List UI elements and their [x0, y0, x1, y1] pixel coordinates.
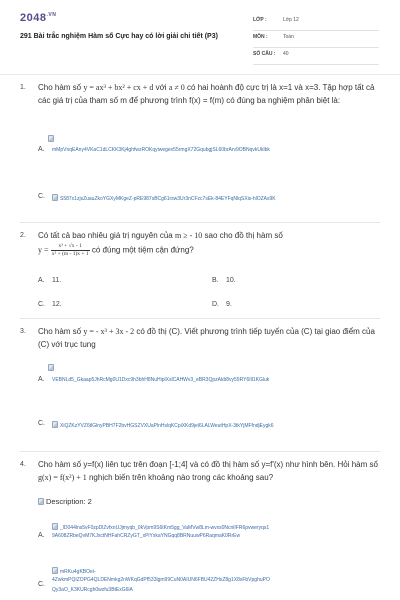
- option-letter: C.: [38, 581, 45, 588]
- meta-row-class: [253, 14, 379, 31]
- answer-option-d[interactable]: [212, 301, 232, 308]
- question-text-part: Có tất cả bao nhiêu giá trị nguyên của: [38, 231, 173, 240]
- broken-image-icon: [52, 567, 58, 574]
- question-number: 1.: [20, 84, 26, 91]
- broken-image-icon: [48, 364, 54, 371]
- question-math: g(x) = f(x²) + 1: [38, 472, 87, 482]
- question-math: y =: [38, 245, 49, 255]
- option-letter: A.: [38, 532, 45, 539]
- answer-option-a[interactable]: [38, 532, 52, 539]
- option-image-text: S587x1zjsZuauZkoYGXyMKgeZ-pRE987sBCg61rsw3Ur3nCFzc7sEk-84EYFqNlqSXis-hlOZAs9K: [60, 196, 276, 202]
- question-text-part: có đồ thị (C). Viết phương trình tiếp tuyến của (C) tại giao điểm của (C) với trục tung: [38, 327, 375, 349]
- option-image-text: _lD044lns5vF0zpDlZvfxnUJjmyqb_0kVpm9S6tKm5gg_VaMVw8Lm-wvxs0NcnlIFR6pvweryqs1: [60, 525, 270, 531]
- question-text: [38, 326, 383, 351]
- option-text: 11.: [52, 277, 62, 284]
- option-image-text: mRKu4gKBOei-: [60, 569, 96, 575]
- option-image-alt: 4ZwkmPQIZOPG4QLDENmkg2nWKqGdPf533lgm99CuN0AIUN6FBU42ZHxZ8g1X8xFbVpghuPO: [52, 577, 270, 583]
- question-text: [38, 230, 383, 258]
- question-text-part: sao cho đồ thị hàm số: [204, 231, 283, 240]
- question-text-part: Cho hàm số: [38, 327, 82, 336]
- question-math: y = - x³ + 3x - 2: [83, 327, 135, 336]
- broken-image-placeholder: [48, 135, 400, 143]
- option-letter: B.: [212, 277, 219, 284]
- answer-option-a[interactable]: [38, 376, 52, 383]
- question-separator: [20, 222, 380, 223]
- option-image-alt: mMpVnqEAny4VKaC1dLCKK3Kj4ghfwzROKqyiwegex55rmgX72GqubgjSL60brArv9OBNqvkUklbk: [52, 147, 270, 153]
- meta-table: [253, 14, 379, 65]
- question-text-part: có hai hoành độ cực trị là x=1 và x=3. Tập hợp tất cả các giá trị của tham số m để phương trình f(x) = f(m) có đúng ba nghiệm phân biệt là:: [38, 83, 375, 105]
- question-text-part: có đúng một tiệm cận đứng?: [91, 245, 194, 255]
- logo-main: 2048: [20, 12, 47, 24]
- broken-image-icon: [48, 135, 54, 142]
- meta-row-count: [253, 48, 379, 65]
- image-description-text: Description: 2: [46, 497, 92, 506]
- image-description: [38, 496, 383, 509]
- answer-option-a[interactable]: [38, 277, 61, 284]
- question-text-part: với: [155, 83, 167, 92]
- fraction: [51, 243, 90, 258]
- answer-option-c[interactable]: [38, 581, 52, 588]
- question-text-part: Cho hàm số: [38, 83, 82, 92]
- site-logo[interactable]: [20, 12, 56, 24]
- broken-image-icon: [52, 523, 58, 530]
- answer-option-c[interactable]: [38, 420, 52, 427]
- question-separator: [20, 451, 380, 452]
- option-letter: D.: [212, 301, 219, 308]
- answer-option-c[interactable]: [38, 301, 62, 308]
- question-math: y = ax³ + bx² + cx + d: [83, 83, 154, 92]
- option-image-alt: [52, 523, 400, 531]
- option-text: 9.: [226, 301, 232, 308]
- question-number: 3.: [20, 328, 26, 335]
- meta-label: LỚP :: [253, 17, 267, 23]
- fraction-numerator: x² + √x - 1: [51, 243, 90, 251]
- question-text: [38, 459, 383, 484]
- page-title: 291 Bài trắc nghiệm Hàm số Cực hay có lời giải chi tiết (P3): [20, 33, 218, 40]
- header-divider: [0, 74, 400, 75]
- option-image-alt: [52, 567, 400, 575]
- broken-image-icon: [38, 498, 44, 505]
- question-math: a ≠ 0: [168, 83, 185, 92]
- option-image-alt: [52, 194, 400, 202]
- question-text-part: Cho hàm số y=f(x) liên tục trên đoạn [-1;4] và có đồ thị hàm số y=f'(x) như hình bên. Hỏi hàm số: [38, 460, 378, 469]
- question-separator: [20, 318, 380, 319]
- answer-option-a[interactable]: [38, 146, 52, 153]
- option-text: 10.: [226, 277, 236, 284]
- question-number: 4.: [20, 461, 26, 468]
- meta-value: Toán: [283, 34, 294, 40]
- option-image-text: XiQZKzYVZ6tlGlnyPBH7F2bvHGSZVXUaPlnHslqKCpiXKd9jel6LALWeutHpX-3tkYjMFfndjEygk6: [60, 423, 274, 429]
- answer-option-c[interactable]: [38, 193, 52, 200]
- option-letter: C.: [38, 301, 45, 308]
- broken-image-icon: [52, 194, 58, 201]
- meta-value: Lớp 12: [283, 17, 299, 23]
- question-text-part: nghịch biến trên khoảng nào trong các khoảng sau?: [88, 472, 274, 482]
- meta-value: 40: [283, 51, 289, 57]
- option-image-alt: 9A608ZRbeQvM7KJxctNHFahCRZyGT_xPiYxkaYNGqq8BRNuuwP6RaqmaK0RrEw: [52, 533, 241, 539]
- page-header: [0, 0, 400, 64]
- option-letter: A.: [38, 277, 45, 284]
- meta-label: MÔN :: [253, 34, 268, 40]
- meta-row-subject: [253, 31, 379, 48]
- logo-tld: .VN: [46, 12, 57, 18]
- option-image-alt: VEBNLd5_Gkaap5JhRcMg0U1Dxc9h3bhH8NuHiplXslCAHWv3_eBR3QpzAkb8vy59RY6Ill1KGluk: [52, 377, 270, 383]
- option-image-alt: [52, 421, 400, 429]
- option-image-alt: Qy3aO_K3KURcgh0wzfu3BtExG6lA: [52, 587, 133, 593]
- question-number: 2.: [20, 232, 26, 239]
- meta-label: SỐ CÂU :: [253, 51, 276, 57]
- broken-image-icon: [52, 421, 58, 428]
- option-letter: C.: [38, 420, 45, 427]
- option-text: 12.: [52, 301, 62, 308]
- option-letter: C.: [38, 193, 45, 200]
- option-letter: A.: [38, 146, 45, 153]
- question-text: [38, 82, 383, 107]
- option-letter: A.: [38, 376, 45, 383]
- question-math: m ≥ - 10: [175, 231, 203, 240]
- broken-image-placeholder: [48, 364, 400, 372]
- fraction-denominator: x² + (m - 1)x + 1: [51, 250, 89, 257]
- answer-option-b[interactable]: [212, 277, 236, 284]
